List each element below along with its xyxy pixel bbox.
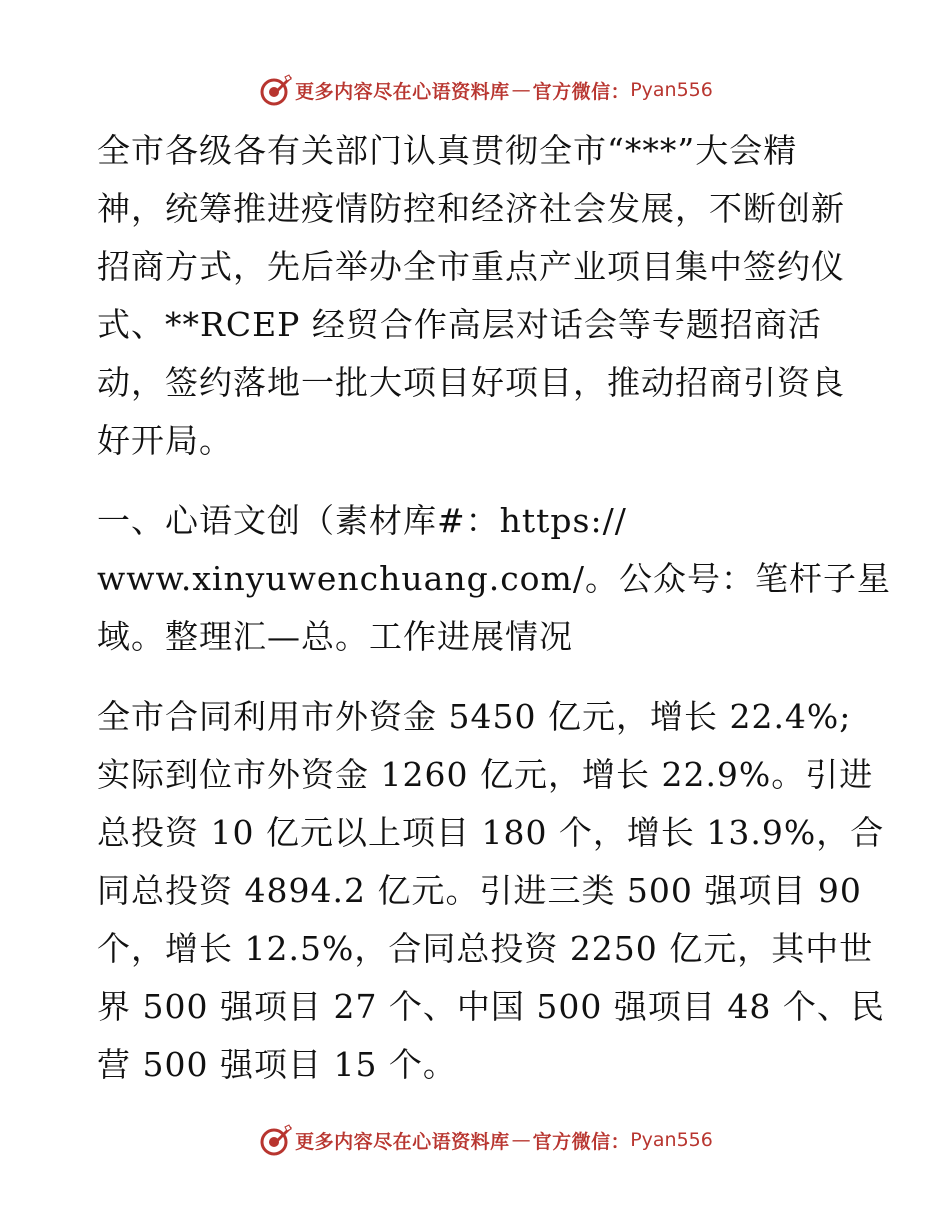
paragraph-spacer bbox=[97, 470, 867, 492]
paragraph-intro bbox=[97, 122, 867, 470]
paragraph-line: 同总投资 4894.2 亿元。引进三类 500 强项目 90 bbox=[97, 871, 862, 910]
header-banner-content bbox=[259, 73, 713, 107]
paragraph-line: 个，增长 12.5%，合同总投资 2250 亿元，其中世 bbox=[97, 929, 874, 968]
footer-banner bbox=[0, 1120, 950, 1160]
paragraph-line: 全市合同利用市外资金 5450 亿元，增长 22.4%; bbox=[97, 697, 852, 736]
heading-line: 一、心语文创（素材库#：https:// bbox=[97, 501, 627, 540]
heading-line: www.xinyuwenchuang.com/。公众号：笔杆子星 bbox=[97, 559, 891, 598]
paragraph-spacer bbox=[97, 666, 867, 688]
heading-line: 域。整理汇—总。工作进展情况 bbox=[97, 617, 573, 656]
paragraph-line: 全市各级各有关部门认真贯彻全市“***”大会精 bbox=[97, 131, 798, 170]
footer-account-value: Pyan556 bbox=[630, 1129, 713, 1151]
paragraph-line: 实际到位市外资金 1260 亿元，增长 22.9%。引进 bbox=[97, 755, 874, 794]
paragraph-line: 界 500 强项目 27 个、中国 500 强项目 48 个、民 bbox=[97, 987, 885, 1026]
header-brand-text: 更多内容尽在心语资料库 bbox=[295, 80, 510, 103]
header-account-value: Pyan556 bbox=[630, 79, 713, 101]
header-banner bbox=[0, 70, 950, 110]
header-account-label: 官方微信： bbox=[532, 80, 631, 103]
section-heading bbox=[97, 492, 891, 666]
paragraph-line: 好开局。 bbox=[97, 421, 233, 460]
paragraph-statistics bbox=[97, 688, 885, 1094]
footer-banner-content bbox=[259, 1123, 713, 1157]
footer-account-label: 官方微信： bbox=[532, 1130, 631, 1153]
paragraph-line: 动，签约落地一批大项目好项目，推动招商引资良 bbox=[97, 363, 845, 402]
paragraph-line: 营 500 强项目 15 个。 bbox=[97, 1045, 457, 1084]
quill-pen-logo-icon bbox=[259, 1123, 293, 1157]
footer-separator: — bbox=[511, 1129, 531, 1151]
paragraph-line: 总投资 10 亿元以上项目 180 个，增长 13.9%，合 bbox=[97, 813, 885, 852]
paragraph-line: 招商方式，先后举办全市重点产业项目集中签约仪 bbox=[97, 247, 845, 286]
header-separator: — bbox=[511, 79, 531, 101]
document-body bbox=[97, 122, 891, 1094]
quill-pen-logo-icon bbox=[259, 73, 293, 107]
footer-brand-text: 更多内容尽在心语资料库 bbox=[295, 1130, 510, 1153]
paragraph-line: 式、**RCEP 经贸合作高层对话会等专题招商活 bbox=[97, 305, 822, 344]
paragraph-line: 神，统筹推进疫情防控和经济社会发展，不断创新 bbox=[97, 189, 845, 228]
